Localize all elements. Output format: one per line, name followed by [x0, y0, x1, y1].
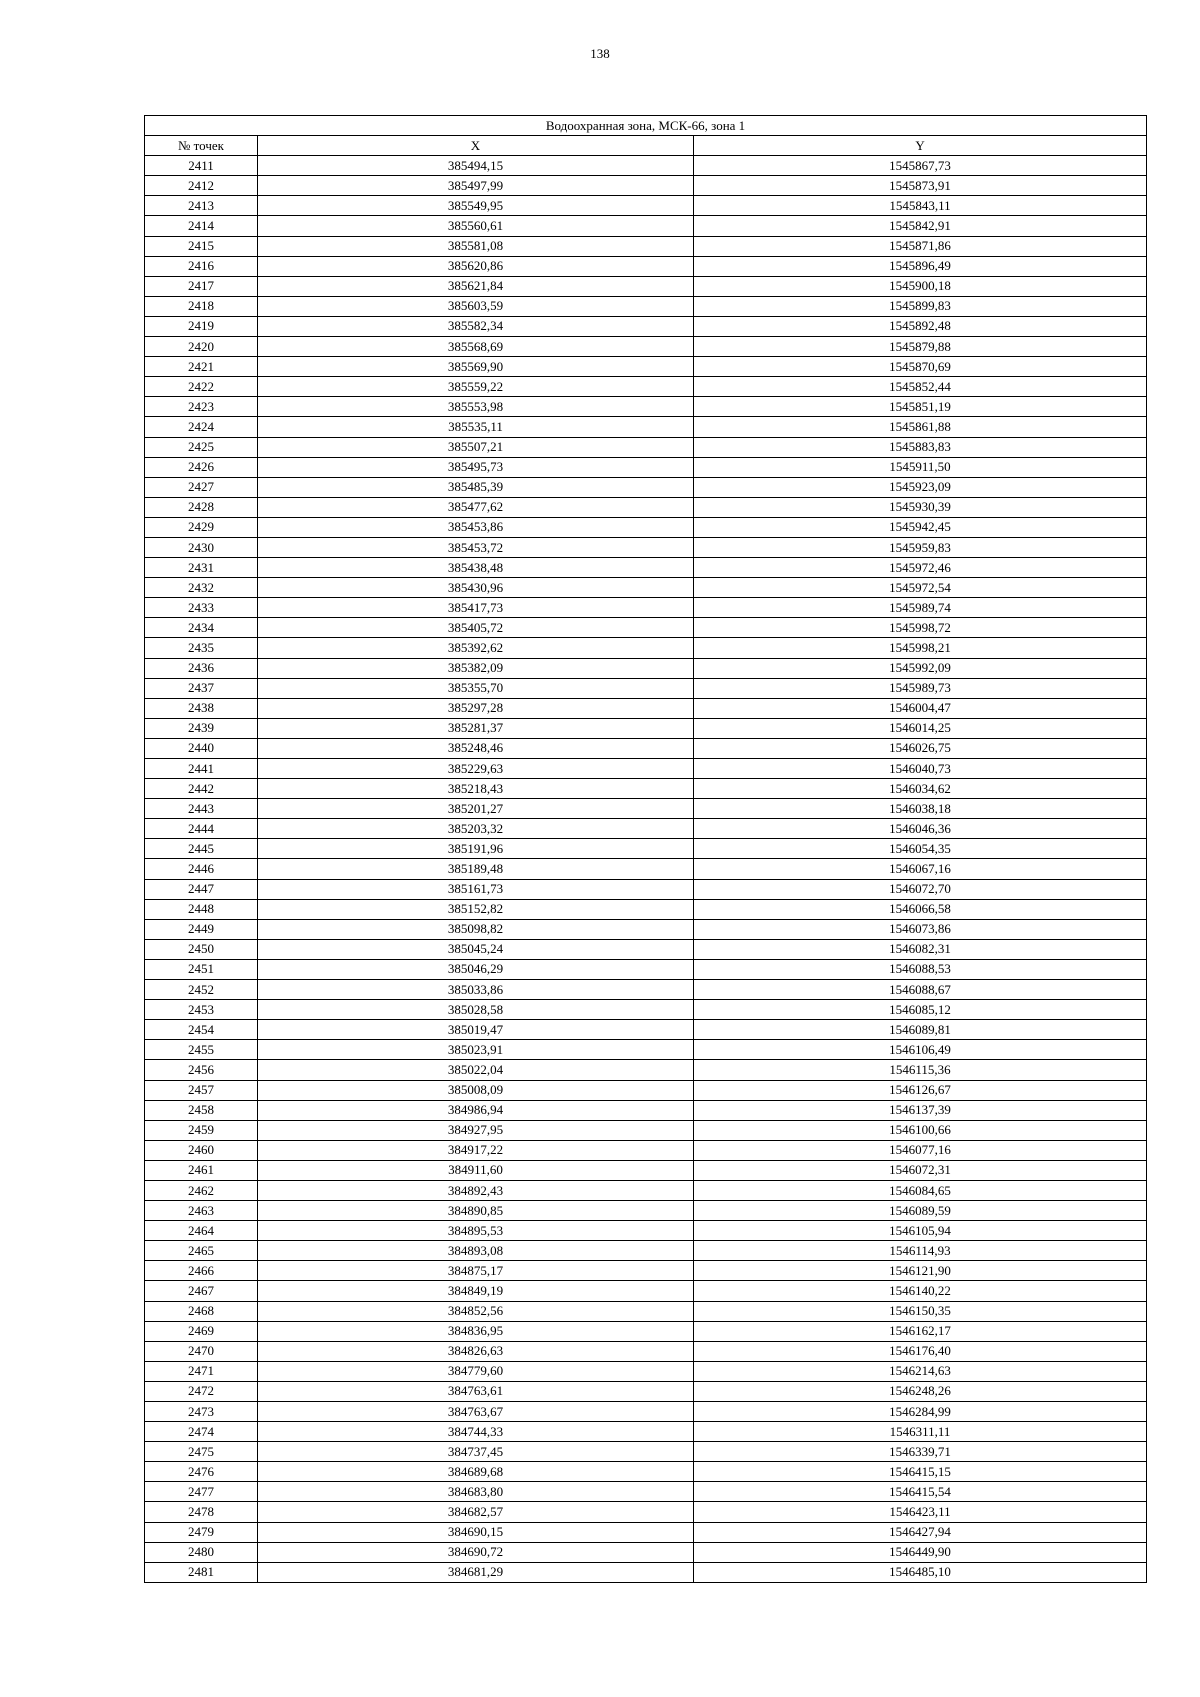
table-row [145, 1301, 1147, 1321]
cell-y: 1546077,16 [694, 1140, 1147, 1160]
header-x: X [258, 136, 694, 156]
table-row [145, 738, 1147, 758]
cell-point-number: 2413 [145, 196, 258, 216]
table-row [145, 1261, 1147, 1281]
cell-y: 1546449,90 [694, 1542, 1147, 1562]
cell-y: 1545989,74 [694, 598, 1147, 618]
cell-x: 385549,95 [258, 196, 694, 216]
cell-y: 1546084,65 [694, 1180, 1147, 1200]
table-row [145, 638, 1147, 658]
cell-y: 1545842,91 [694, 216, 1147, 236]
cell-x: 385203,32 [258, 819, 694, 839]
cell-point-number: 2441 [145, 759, 258, 779]
cell-x: 385453,72 [258, 537, 694, 557]
cell-x: 384892,43 [258, 1180, 694, 1200]
table-row [145, 779, 1147, 799]
cell-y: 1546150,35 [694, 1301, 1147, 1321]
cell-point-number: 2463 [145, 1201, 258, 1221]
cell-point-number: 2456 [145, 1060, 258, 1080]
cell-point-number: 2480 [145, 1542, 258, 1562]
cell-point-number: 2472 [145, 1381, 258, 1401]
cell-y: 1546415,15 [694, 1462, 1147, 1482]
cell-point-number: 2431 [145, 558, 258, 578]
cell-y: 1545959,83 [694, 537, 1147, 557]
table-row [145, 497, 1147, 517]
cell-point-number: 2438 [145, 698, 258, 718]
cell-y: 1545998,72 [694, 618, 1147, 638]
cell-y: 1546088,67 [694, 980, 1147, 1000]
cell-x: 384890,85 [258, 1201, 694, 1221]
cell-point-number: 2455 [145, 1040, 258, 1060]
table-row [145, 1361, 1147, 1381]
cell-y: 1546026,75 [694, 738, 1147, 758]
cell-y: 1545972,46 [694, 558, 1147, 578]
table-row [145, 1201, 1147, 1221]
table-row [145, 1402, 1147, 1422]
cell-x: 385535,11 [258, 417, 694, 437]
cell-x: 385603,59 [258, 296, 694, 316]
cell-x: 384893,08 [258, 1241, 694, 1261]
table-row [145, 1180, 1147, 1200]
cell-x: 385559,22 [258, 377, 694, 397]
table-row [145, 196, 1147, 216]
cell-y: 1545900,18 [694, 276, 1147, 296]
cell-y: 1546038,18 [694, 799, 1147, 819]
cell-point-number: 2434 [145, 618, 258, 638]
cell-point-number: 2442 [145, 779, 258, 799]
table-row [145, 1060, 1147, 1080]
cell-x: 385019,47 [258, 1020, 694, 1040]
cell-y: 1545899,83 [694, 296, 1147, 316]
cell-x: 385191,96 [258, 839, 694, 859]
cell-x: 385392,62 [258, 638, 694, 658]
cell-x: 385045,24 [258, 939, 694, 959]
cell-y: 1546415,54 [694, 1482, 1147, 1502]
cell-point-number: 2416 [145, 256, 258, 276]
table-row [145, 1120, 1147, 1140]
cell-y: 1546427,94 [694, 1522, 1147, 1542]
cell-y: 1545911,50 [694, 457, 1147, 477]
cell-y: 1546072,70 [694, 879, 1147, 899]
cell-y: 1546014,25 [694, 718, 1147, 738]
cell-point-number: 2446 [145, 859, 258, 879]
cell-x: 384690,15 [258, 1522, 694, 1542]
cell-y: 1546140,22 [694, 1281, 1147, 1301]
cell-point-number: 2449 [145, 919, 258, 939]
table-row [145, 357, 1147, 377]
cell-x: 384763,67 [258, 1402, 694, 1422]
cell-x: 384986,94 [258, 1100, 694, 1120]
cell-point-number: 2436 [145, 658, 258, 678]
cell-point-number: 2439 [145, 718, 258, 738]
cell-point-number: 2461 [145, 1160, 258, 1180]
cell-x: 385201,27 [258, 799, 694, 819]
table-row [145, 698, 1147, 718]
cell-point-number: 2476 [145, 1462, 258, 1482]
cell-y: 1546089,59 [694, 1201, 1147, 1221]
cell-y: 1545892,48 [694, 316, 1147, 336]
table-row [145, 959, 1147, 979]
cell-y: 1546114,93 [694, 1241, 1147, 1261]
cell-y: 1545989,73 [694, 678, 1147, 698]
cell-x: 385355,70 [258, 678, 694, 698]
table-row [145, 1482, 1147, 1502]
cell-point-number: 2422 [145, 377, 258, 397]
table-row [145, 377, 1147, 397]
cell-x: 384683,80 [258, 1482, 694, 1502]
table-row [145, 1000, 1147, 1020]
cell-point-number: 2471 [145, 1361, 258, 1381]
table-row [145, 216, 1147, 236]
cell-x: 385229,63 [258, 759, 694, 779]
cell-y: 1546046,36 [694, 819, 1147, 839]
cell-x: 385297,28 [258, 698, 694, 718]
cell-point-number: 2417 [145, 276, 258, 296]
cell-y: 1546085,12 [694, 1000, 1147, 1020]
table-row [145, 477, 1147, 497]
cell-x: 385189,48 [258, 859, 694, 879]
cell-y: 1546067,16 [694, 859, 1147, 879]
cell-y: 1546214,63 [694, 1361, 1147, 1381]
cell-point-number: 2424 [145, 417, 258, 437]
cell-x: 384875,17 [258, 1261, 694, 1281]
cell-x: 385553,98 [258, 397, 694, 417]
table-row [145, 819, 1147, 839]
cell-x: 384681,29 [258, 1562, 694, 1582]
cell-x: 385477,62 [258, 497, 694, 517]
table-row [145, 1381, 1147, 1401]
cell-x: 385568,69 [258, 337, 694, 357]
cell-point-number: 2443 [145, 799, 258, 819]
cell-y: 1546088,53 [694, 959, 1147, 979]
cell-point-number: 2447 [145, 879, 258, 899]
cell-point-number: 2481 [145, 1562, 258, 1582]
cell-point-number: 2419 [145, 316, 258, 336]
cell-y: 1546100,66 [694, 1120, 1147, 1140]
cell-y: 1545883,83 [694, 437, 1147, 457]
table-row [145, 879, 1147, 899]
cell-x: 384826,63 [258, 1341, 694, 1361]
cell-y: 1546423,11 [694, 1502, 1147, 1522]
cell-x: 385023,91 [258, 1040, 694, 1060]
table-row [145, 1160, 1147, 1180]
cell-point-number: 2460 [145, 1140, 258, 1160]
cell-y: 1546176,40 [694, 1341, 1147, 1361]
table-row [145, 236, 1147, 256]
cell-point-number: 2448 [145, 899, 258, 919]
cell-point-number: 2479 [145, 1522, 258, 1542]
cell-x: 385438,48 [258, 558, 694, 578]
cell-x: 385569,90 [258, 357, 694, 377]
header-y: Y [694, 136, 1147, 156]
cell-y: 1546162,17 [694, 1321, 1147, 1341]
cell-x: 385033,86 [258, 980, 694, 1000]
table-row [145, 1522, 1147, 1542]
cell-x: 384895,53 [258, 1221, 694, 1241]
cell-x: 384836,95 [258, 1321, 694, 1341]
cell-point-number: 2428 [145, 497, 258, 517]
cell-point-number: 2423 [145, 397, 258, 417]
header-point-number: № точек [145, 136, 258, 156]
table-row [145, 718, 1147, 738]
cell-x: 385161,73 [258, 879, 694, 899]
cell-x: 385417,73 [258, 598, 694, 618]
cell-y: 1545852,44 [694, 377, 1147, 397]
table-row [145, 1020, 1147, 1040]
table-row [145, 1241, 1147, 1261]
page-number: 138 [590, 46, 610, 61]
table-row [145, 256, 1147, 276]
table-row [145, 899, 1147, 919]
table-row [145, 1442, 1147, 1462]
table-row [145, 1502, 1147, 1522]
cell-point-number: 2418 [145, 296, 258, 316]
table-row [145, 1080, 1147, 1100]
cell-y: 1545871,86 [694, 236, 1147, 256]
cell-y: 1545942,45 [694, 517, 1147, 537]
cell-x: 385620,86 [258, 256, 694, 276]
table-row [145, 1281, 1147, 1301]
cell-point-number: 2453 [145, 1000, 258, 1020]
cell-x: 385008,09 [258, 1080, 694, 1100]
cell-point-number: 2467 [145, 1281, 258, 1301]
cell-point-number: 2426 [145, 457, 258, 477]
cell-point-number: 2421 [145, 357, 258, 377]
cell-y: 1545930,39 [694, 497, 1147, 517]
table-header-row [145, 136, 1147, 156]
cell-x: 384682,57 [258, 1502, 694, 1522]
cell-x: 385494,15 [258, 156, 694, 176]
cell-y: 1546072,31 [694, 1160, 1147, 1180]
table-row [145, 176, 1147, 196]
cell-point-number: 2468 [145, 1301, 258, 1321]
table-row [145, 799, 1147, 819]
cell-y: 1545870,69 [694, 357, 1147, 377]
table-row [145, 417, 1147, 437]
table-row [145, 1321, 1147, 1341]
cell-y: 1546248,26 [694, 1381, 1147, 1401]
table-row [145, 276, 1147, 296]
cell-y: 1545861,88 [694, 417, 1147, 437]
cell-x: 385405,72 [258, 618, 694, 638]
cell-x: 384927,95 [258, 1120, 694, 1140]
cell-point-number: 2475 [145, 1442, 258, 1462]
cell-y: 1546066,58 [694, 899, 1147, 919]
cell-point-number: 2452 [145, 980, 258, 1000]
table-row [145, 658, 1147, 678]
cell-y: 1546339,71 [694, 1442, 1147, 1462]
cell-x: 385098,82 [258, 919, 694, 939]
table-row [145, 337, 1147, 357]
table-title-row [145, 116, 1147, 136]
cell-x: 385453,86 [258, 517, 694, 537]
table-row [145, 859, 1147, 879]
cell-point-number: 2437 [145, 678, 258, 698]
cell-point-number: 2454 [145, 1020, 258, 1040]
cell-x: 384911,60 [258, 1160, 694, 1180]
cell-point-number: 2473 [145, 1402, 258, 1422]
cell-point-number: 2466 [145, 1261, 258, 1281]
cell-y: 1546126,67 [694, 1080, 1147, 1100]
table-row [145, 156, 1147, 176]
cell-point-number: 2458 [145, 1100, 258, 1120]
cell-x: 385028,58 [258, 1000, 694, 1020]
cell-x: 385152,82 [258, 899, 694, 919]
cell-x: 385248,46 [258, 738, 694, 758]
cell-x: 385497,99 [258, 176, 694, 196]
cell-x: 385495,73 [258, 457, 694, 477]
cell-point-number: 2432 [145, 578, 258, 598]
cell-x: 385582,34 [258, 316, 694, 336]
cell-y: 1546089,81 [694, 1020, 1147, 1040]
table-body [145, 156, 1147, 1583]
cell-point-number: 2445 [145, 839, 258, 859]
cell-x: 385621,84 [258, 276, 694, 296]
table-row [145, 598, 1147, 618]
cell-x: 385507,21 [258, 437, 694, 457]
cell-x: 385485,39 [258, 477, 694, 497]
table-row [145, 1542, 1147, 1562]
cell-point-number: 2470 [145, 1341, 258, 1361]
cell-point-number: 2411 [145, 156, 258, 176]
table-row [145, 1562, 1147, 1582]
table-row [145, 1341, 1147, 1361]
cell-point-number: 2430 [145, 537, 258, 557]
cell-y: 1545879,88 [694, 337, 1147, 357]
cell-y: 1546054,35 [694, 839, 1147, 859]
cell-x: 384849,19 [258, 1281, 694, 1301]
cell-y: 1545896,49 [694, 256, 1147, 276]
table-row [145, 1140, 1147, 1160]
cell-point-number: 2415 [145, 236, 258, 256]
table-row [145, 678, 1147, 698]
cell-x: 384852,56 [258, 1301, 694, 1321]
cell-point-number: 2440 [145, 738, 258, 758]
cell-x: 385382,09 [258, 658, 694, 678]
cell-point-number: 2464 [145, 1221, 258, 1241]
cell-x: 384779,60 [258, 1361, 694, 1381]
cell-y: 1545992,09 [694, 658, 1147, 678]
cell-y: 1546004,47 [694, 698, 1147, 718]
cell-point-number: 2457 [145, 1080, 258, 1100]
cell-y: 1546121,90 [694, 1261, 1147, 1281]
cell-y: 1546137,39 [694, 1100, 1147, 1120]
table-row [145, 1422, 1147, 1442]
table-row [145, 517, 1147, 537]
cell-y: 1546040,73 [694, 759, 1147, 779]
cell-y: 1546073,86 [694, 919, 1147, 939]
cell-x: 385218,43 [258, 779, 694, 799]
cell-x: 385281,37 [258, 718, 694, 738]
cell-x: 384737,45 [258, 1442, 694, 1462]
table-row [145, 939, 1147, 959]
table-row [145, 759, 1147, 779]
cell-x: 384689,68 [258, 1462, 694, 1482]
cell-point-number: 2444 [145, 819, 258, 839]
table-row [145, 1100, 1147, 1120]
table-row [145, 1221, 1147, 1241]
cell-y: 1546485,10 [694, 1562, 1147, 1582]
table-row [145, 919, 1147, 939]
table-row [145, 839, 1147, 859]
table-row [145, 296, 1147, 316]
cell-point-number: 2474 [145, 1422, 258, 1442]
table-row [145, 618, 1147, 638]
table-row [145, 316, 1147, 336]
cell-point-number: 2459 [145, 1120, 258, 1140]
table-title: Водоохранная зона, МСК-66, зона 1 [145, 116, 1147, 136]
cell-point-number: 2414 [145, 216, 258, 236]
cell-x: 385560,61 [258, 216, 694, 236]
cell-y: 1545867,73 [694, 156, 1147, 176]
cell-point-number: 2478 [145, 1502, 258, 1522]
cell-y: 1546106,49 [694, 1040, 1147, 1060]
cell-x: 384763,61 [258, 1381, 694, 1401]
cell-y: 1546105,94 [694, 1221, 1147, 1241]
cell-point-number: 2450 [145, 939, 258, 959]
coordinates-table [144, 115, 1147, 1583]
cell-point-number: 2412 [145, 176, 258, 196]
table-row [145, 1040, 1147, 1060]
cell-x: 385022,04 [258, 1060, 694, 1080]
cell-point-number: 2425 [145, 437, 258, 457]
table-row [145, 980, 1147, 1000]
cell-y: 1545972,54 [694, 578, 1147, 598]
cell-y: 1546311,11 [694, 1422, 1147, 1442]
cell-point-number: 2477 [145, 1482, 258, 1502]
table-row [145, 558, 1147, 578]
cell-x: 385430,96 [258, 578, 694, 598]
cell-point-number: 2427 [145, 477, 258, 497]
cell-x: 384917,22 [258, 1140, 694, 1160]
table-row [145, 578, 1147, 598]
cell-point-number: 2451 [145, 959, 258, 979]
table-row [145, 397, 1147, 417]
cell-point-number: 2433 [145, 598, 258, 618]
cell-point-number: 2420 [145, 337, 258, 357]
cell-y: 1546034,62 [694, 779, 1147, 799]
cell-x: 384690,72 [258, 1542, 694, 1562]
cell-point-number: 2435 [145, 638, 258, 658]
cell-point-number: 2465 [145, 1241, 258, 1261]
cell-y: 1546115,36 [694, 1060, 1147, 1080]
cell-x: 385046,29 [258, 959, 694, 979]
cell-point-number: 2429 [145, 517, 258, 537]
cell-y: 1546082,31 [694, 939, 1147, 959]
cell-y: 1545843,11 [694, 196, 1147, 216]
cell-point-number: 2469 [145, 1321, 258, 1341]
table-row [145, 1462, 1147, 1482]
cell-x: 385581,08 [258, 236, 694, 256]
cell-y: 1545851,19 [694, 397, 1147, 417]
table-row [145, 437, 1147, 457]
cell-point-number: 2462 [145, 1180, 258, 1200]
cell-x: 384744,33 [258, 1422, 694, 1442]
cell-y: 1546284,99 [694, 1402, 1147, 1422]
table-row [145, 457, 1147, 477]
table-row [145, 537, 1147, 557]
cell-y: 1545873,91 [694, 176, 1147, 196]
cell-y: 1545923,09 [694, 477, 1147, 497]
cell-y: 1545998,21 [694, 638, 1147, 658]
